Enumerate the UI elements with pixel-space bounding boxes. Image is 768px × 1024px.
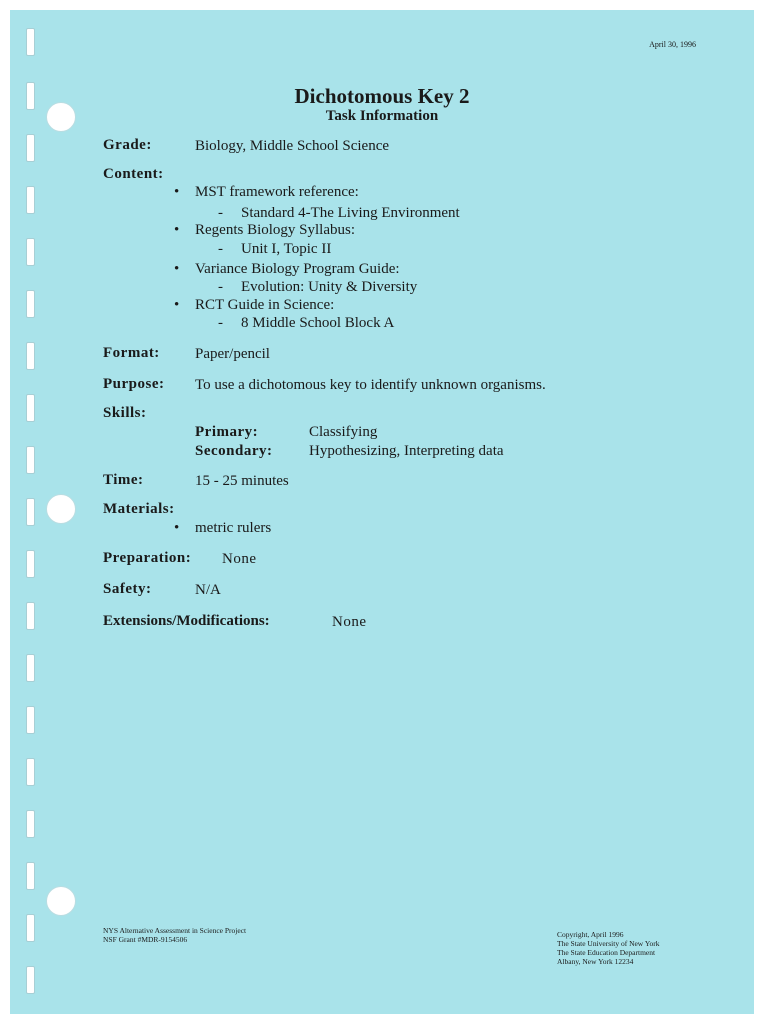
binder-slot xyxy=(26,186,35,214)
page-subtitle: Task Information xyxy=(325,108,439,124)
binder-slot xyxy=(26,28,35,56)
binder-hole xyxy=(46,494,76,524)
binder-hole xyxy=(46,886,76,916)
footer-project xyxy=(103,926,246,944)
safety-value: N/A xyxy=(195,582,221,598)
binder-slot xyxy=(26,290,35,318)
bullet-icon: • xyxy=(174,297,180,313)
content-subitem: Evolution: Unity & Diversity xyxy=(241,279,418,295)
binder-slot xyxy=(26,342,35,370)
primary-skill-value: Classifying xyxy=(309,424,378,440)
binder-slot xyxy=(26,654,35,682)
bullet-icon: • xyxy=(174,184,180,200)
safety-label: Safety: xyxy=(103,581,152,597)
secondary-skill-value: Hypothesizing, Interpreting data xyxy=(309,443,504,459)
content-item: RCT Guide in Science: xyxy=(195,297,335,313)
footer-copyright xyxy=(557,930,660,966)
binder-slot xyxy=(26,498,35,526)
binder-slot xyxy=(26,758,35,786)
skills-label: Skills: xyxy=(103,405,147,421)
binder-slot xyxy=(26,550,35,578)
binder-slot xyxy=(26,238,35,266)
time-value: 15 - 25 minutes xyxy=(195,473,289,489)
footer-grant-line: NSF Grant #MDR-9154506 xyxy=(103,935,188,944)
materials-label: Materials: xyxy=(103,501,175,517)
grade-value: Biology, Middle School Science xyxy=(195,138,390,154)
content-item: Regents Biology Syllabus: xyxy=(195,222,356,238)
primary-skill-label: Primary: xyxy=(195,424,259,440)
binder-slot xyxy=(26,914,35,942)
format-label: Format: xyxy=(103,345,160,361)
bullet-icon: • xyxy=(174,222,180,238)
worksheet-page xyxy=(10,10,754,1014)
binder-slot xyxy=(26,706,35,734)
content-subitem: Standard 4-The Living Environment xyxy=(241,205,460,221)
content-item: Variance Biology Program Guide: xyxy=(195,261,400,277)
footer-university-line: The State University of New York xyxy=(557,939,660,948)
page-title: Dichotomous Key 2 xyxy=(294,84,470,108)
binder-slot xyxy=(26,862,35,890)
grade-label: Grade: xyxy=(103,137,152,153)
extensions-value: None xyxy=(332,614,367,630)
footer-copyright-line: Copyright, April 1996 xyxy=(557,930,624,939)
purpose-label: Purpose: xyxy=(103,376,165,392)
document-date: April 30, 1996 xyxy=(649,40,696,49)
dash-icon: - xyxy=(218,241,223,257)
binder-slot xyxy=(26,446,35,474)
content-subitem: Unit I, Topic II xyxy=(241,241,332,257)
content-item: MST framework reference: xyxy=(195,184,359,200)
purpose-value: To use a dichotomous key to identify unknown organisms. xyxy=(195,377,546,393)
footer-project-line: NYS Alternative Assessment in Science Project xyxy=(103,926,247,935)
time-label: Time: xyxy=(103,472,144,488)
dash-icon: - xyxy=(218,205,223,221)
preparation-label: Preparation: xyxy=(103,550,192,566)
extensions-label: Extensions/Modifications: xyxy=(103,613,270,629)
dash-icon: - xyxy=(218,315,223,331)
footer-department-line: The State Education Department xyxy=(557,948,656,957)
dash-icon: - xyxy=(218,279,223,295)
materials-item: metric rulers xyxy=(195,520,272,536)
secondary-skill-label: Secondary: xyxy=(195,443,273,459)
bullet-icon: • xyxy=(174,261,180,277)
format-value: Paper/pencil xyxy=(195,346,270,362)
binder-slot xyxy=(26,394,35,422)
binder-slot xyxy=(26,810,35,838)
content-label: Content: xyxy=(103,166,164,182)
binder-slot xyxy=(26,602,35,630)
bullet-icon: • xyxy=(174,520,180,536)
preparation-value: None xyxy=(222,551,257,567)
binder-slot xyxy=(26,966,35,994)
binder-slot xyxy=(26,134,35,162)
content-subitem: 8 Middle School Block A xyxy=(241,315,395,331)
footer-address-line: Albany, New York 12234 xyxy=(557,957,634,966)
